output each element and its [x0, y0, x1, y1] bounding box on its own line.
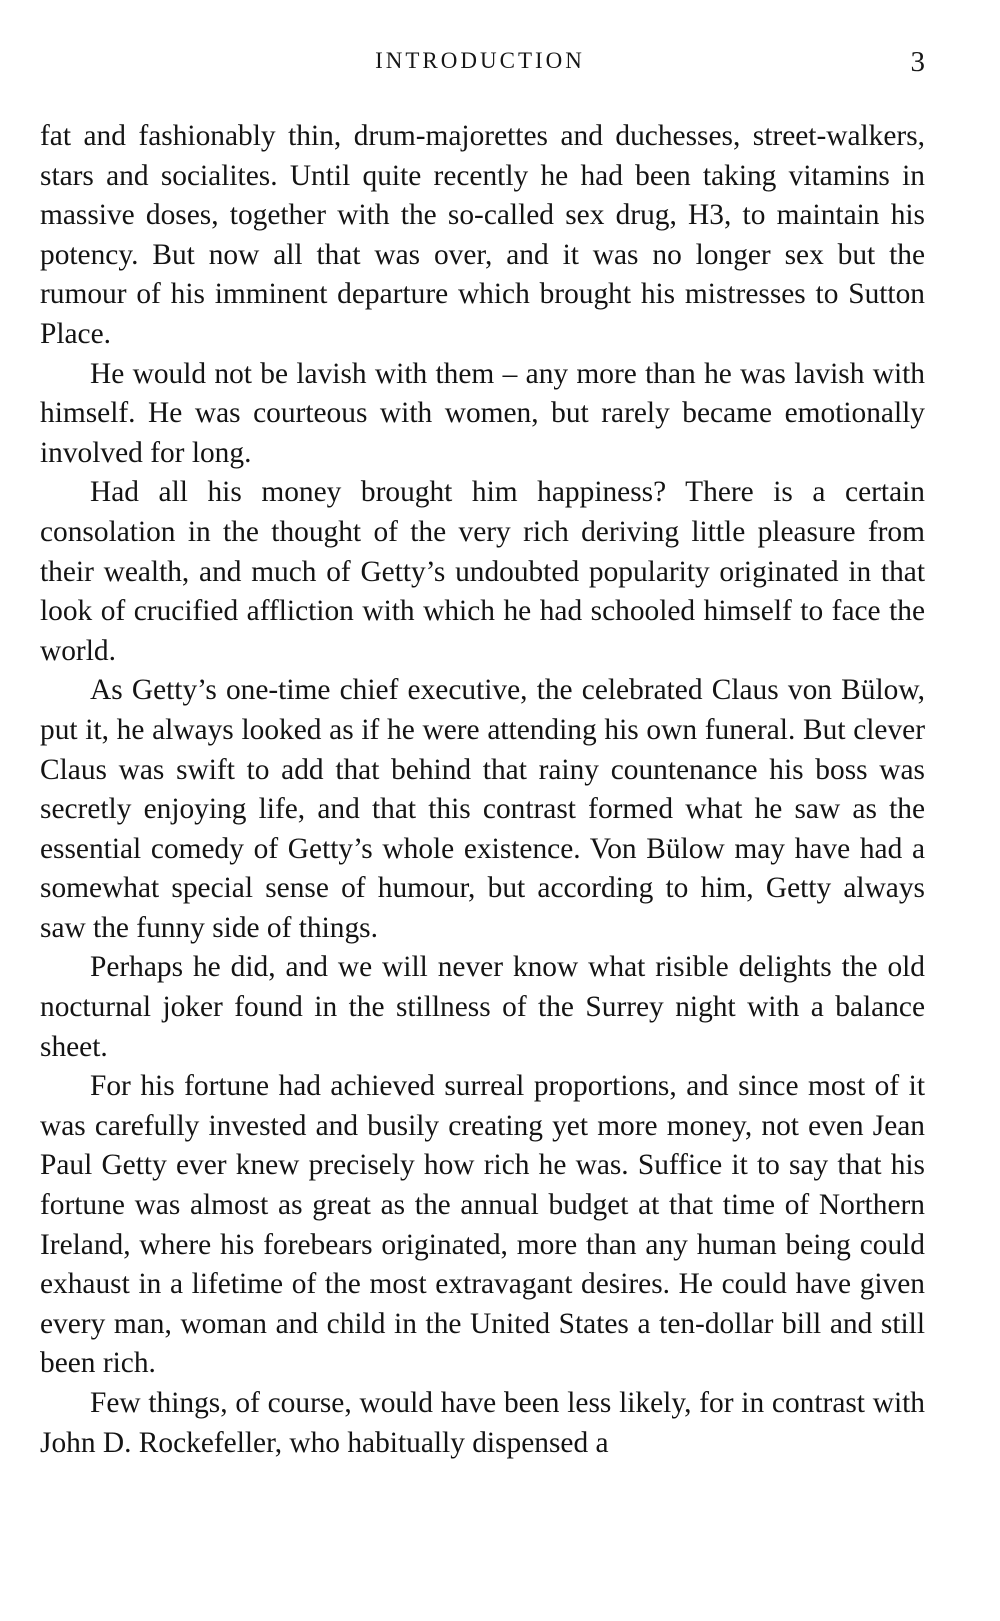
running-header [0, 48, 1000, 80]
paragraph: Had all his money brought him happiness? There is a certain consolation in the thought of the very rich deriving little pleasure from their wealth, and much of Getty’s undoubted popularity originated in that look of crucified affliction with which he had schooled himself to face the world. [40, 476, 925, 667]
paragraph: Perhaps he did, and we will never know what risible delights the old nocturnal joker found in the stillness of the Surrey night with a balance sheet. [40, 951, 925, 1063]
paragraph: For his fortune had achieved surreal proportions, and since most of it was carefully invested and busily creating yet more money, not even Jean Paul Getty ever knew precisely how rich he was. Suffice it to say that his fortune was almost as great as the annual budget at that time of Northern Ireland, where his forebears originated, more than any human being could exhaust in a lifetime of the most extravagant desires. He could have given every man, woman and child in the United States a ten-dollar bill and still been rich. [40, 1070, 925, 1380]
paragraph-continued: fat and fashionably thin, drum-majorettes and duchesses, street-walkers, stars and socialites. Until quite recently he had been taking vitamins in massive doses, together with the so-called sex drug, H3, to maintain his potency. But now all that was over, and it was no longer sex but the rumour of his imminent departure which brought his mistresses to Sutton Place. [40, 120, 925, 350]
paragraph: As Getty’s one-time chief executive, the celebrated Claus von Bülow, put it, he always looked as if he were attending his own funeral. But clever Claus was swift to add that behind that rainy countenance his boss was secretly enjoying life, and that this contrast formed what he saw as the essential comedy of Getty’s whole existence. Von Bülow may have had a somewhat special sense of humour, but according to him, Getty always saw the funny side of things. [40, 674, 925, 944]
paragraph: Few things, of course, would have been less likely, for in contrast with John D. Rockefeller, who habitually dispensed a [40, 1387, 925, 1459]
page-number: 3 [910, 46, 925, 78]
paragraph: He would not be lavish with them – any more than he was lavish with himself. He was courteous with women, but rarely became emotionally involved for long. [40, 357, 925, 469]
body-text [40, 117, 925, 1463]
running-title: INTRODUCTION [375, 48, 585, 73]
